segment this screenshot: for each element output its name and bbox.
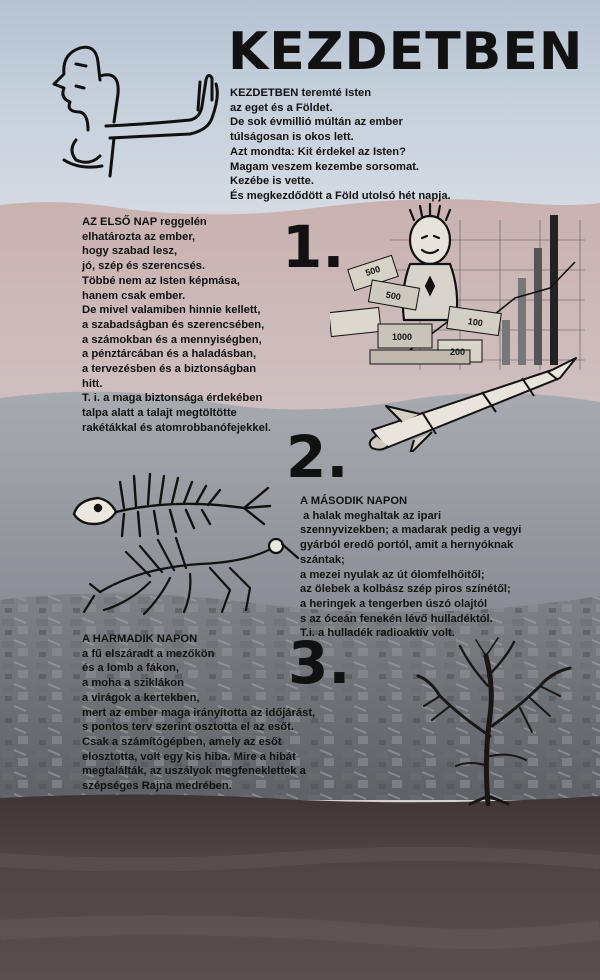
day2-line: az ölebek a kolbász szép piros színétől;	[300, 583, 511, 596]
day1-text	[82, 215, 271, 436]
intro-line: És megkezdődött a Föld utolsó hét napja.	[230, 189, 451, 202]
chart-bar	[550, 215, 558, 365]
intro-line: Azt mondta: Kit érdekel az Isten?	[230, 145, 406, 158]
day3-line: A HARMADIK NAPON	[82, 633, 198, 645]
day2-line: T.i. a hulladék radioaktív volt.	[300, 627, 455, 640]
day3-line: s pontos terv szerint osztotta el az esőt.	[82, 721, 294, 734]
dead-tree-icon	[410, 636, 580, 806]
day1-line: hogy szabad lesz,	[82, 245, 178, 258]
day3-line: Csak a számítógépben, amely az esőt	[82, 735, 282, 748]
rocket-icon	[362, 352, 582, 452]
day1-line: elhatározta az ember,	[82, 230, 196, 243]
banknote-value: 500	[364, 263, 382, 279]
day1-line: talpa alatt a talajt megtöltötte	[82, 407, 237, 420]
bar-chart-icon	[502, 215, 558, 365]
day1-line: a tervezésben és a biztonságban	[82, 363, 257, 376]
day1-line: a szabadságban és szerencsében,	[82, 318, 265, 331]
intro-line: KEZDETBEN teremté Isten	[230, 87, 372, 99]
day3-line: a fű elszáradt a mezőkön	[82, 647, 215, 660]
day3-line: mert az ember maga irányította az időjárást,	[82, 706, 316, 719]
day2-line: a heringek a tengerben úszó olajtól	[300, 597, 488, 610]
day1-line: Többé nem az Isten képmása,	[82, 274, 240, 287]
day3-number: 3.	[288, 629, 351, 697]
day2-line: A MÁSODIK NAPON	[300, 495, 408, 507]
day3-line: és a lomb a fákon,	[82, 662, 179, 675]
day1-line: De mivel valamiben hinnie kellett,	[82, 304, 261, 317]
day1-line: hanem csak ember.	[82, 289, 186, 302]
banknote-value: 500	[385, 289, 402, 303]
day2-number: 2.	[286, 423, 349, 491]
intro-line: Magam veszem kezembe sorsomat.	[230, 160, 420, 173]
day1-line: jó, szép és szerencsés.	[82, 260, 206, 273]
intro-line: az eget és a Földet.	[230, 101, 333, 114]
intro-line: De sok évmillió múltán az ember	[230, 116, 403, 129]
intro-line: Kezébe is vette.	[230, 175, 314, 188]
day1-line: rakétákkal és atomrobbanófejekkel.	[82, 421, 272, 434]
man-hand-raised-icon	[40, 40, 230, 180]
day3-text	[82, 632, 315, 794]
day2-line: s az óceán fenekén lévő hulladéktól.	[300, 612, 493, 625]
bird-skeleton-icon	[80, 532, 300, 616]
day3-line: megtalálták, az uszályok megfeneklettek a	[82, 765, 306, 778]
intro-line: túlságosan is okos lett.	[230, 131, 354, 144]
poster-title: KEZDETBEN	[228, 22, 584, 82]
day1-line: a pénztárcában és a haladásban,	[82, 348, 257, 361]
day1-line: hitt.	[82, 377, 103, 390]
day1-line: T. i. a maga biztonsága érdekében	[82, 392, 263, 405]
day2-line: szántak;	[300, 553, 345, 566]
day3-line: szépséges Rajna medrében.	[82, 780, 232, 793]
banknote-value: 1000	[392, 332, 413, 342]
day1-line: a számokban és a mennyiségben,	[82, 333, 262, 346]
banknote-value: 100	[467, 316, 484, 329]
chart-bar	[534, 248, 542, 365]
day3-line: elosztotta, volt egy kis hiba. Mire a hibát	[82, 750, 296, 763]
intro-text	[230, 86, 451, 204]
day1-number: 1.	[282, 213, 345, 281]
day2-line: szennyvizekben; a madarak pedig a vegyi	[300, 524, 522, 537]
dark-ground	[0, 794, 600, 980]
day3-line: a moha a sziklákon	[82, 677, 184, 690]
day2-line: a mezei nyulak az út ólomfelhőitől;	[300, 568, 485, 581]
day2-line: a halak meghaltak az ipari	[300, 509, 442, 522]
day2-text	[300, 494, 521, 641]
day2-line: gyárból eredő portól, amit a hernyóknak	[300, 539, 514, 552]
day1-line: AZ ELSŐ NAP reggelén	[82, 216, 207, 228]
banknote-value: 200	[450, 347, 466, 357]
day3-line: a virágok a kertekben,	[82, 691, 200, 704]
